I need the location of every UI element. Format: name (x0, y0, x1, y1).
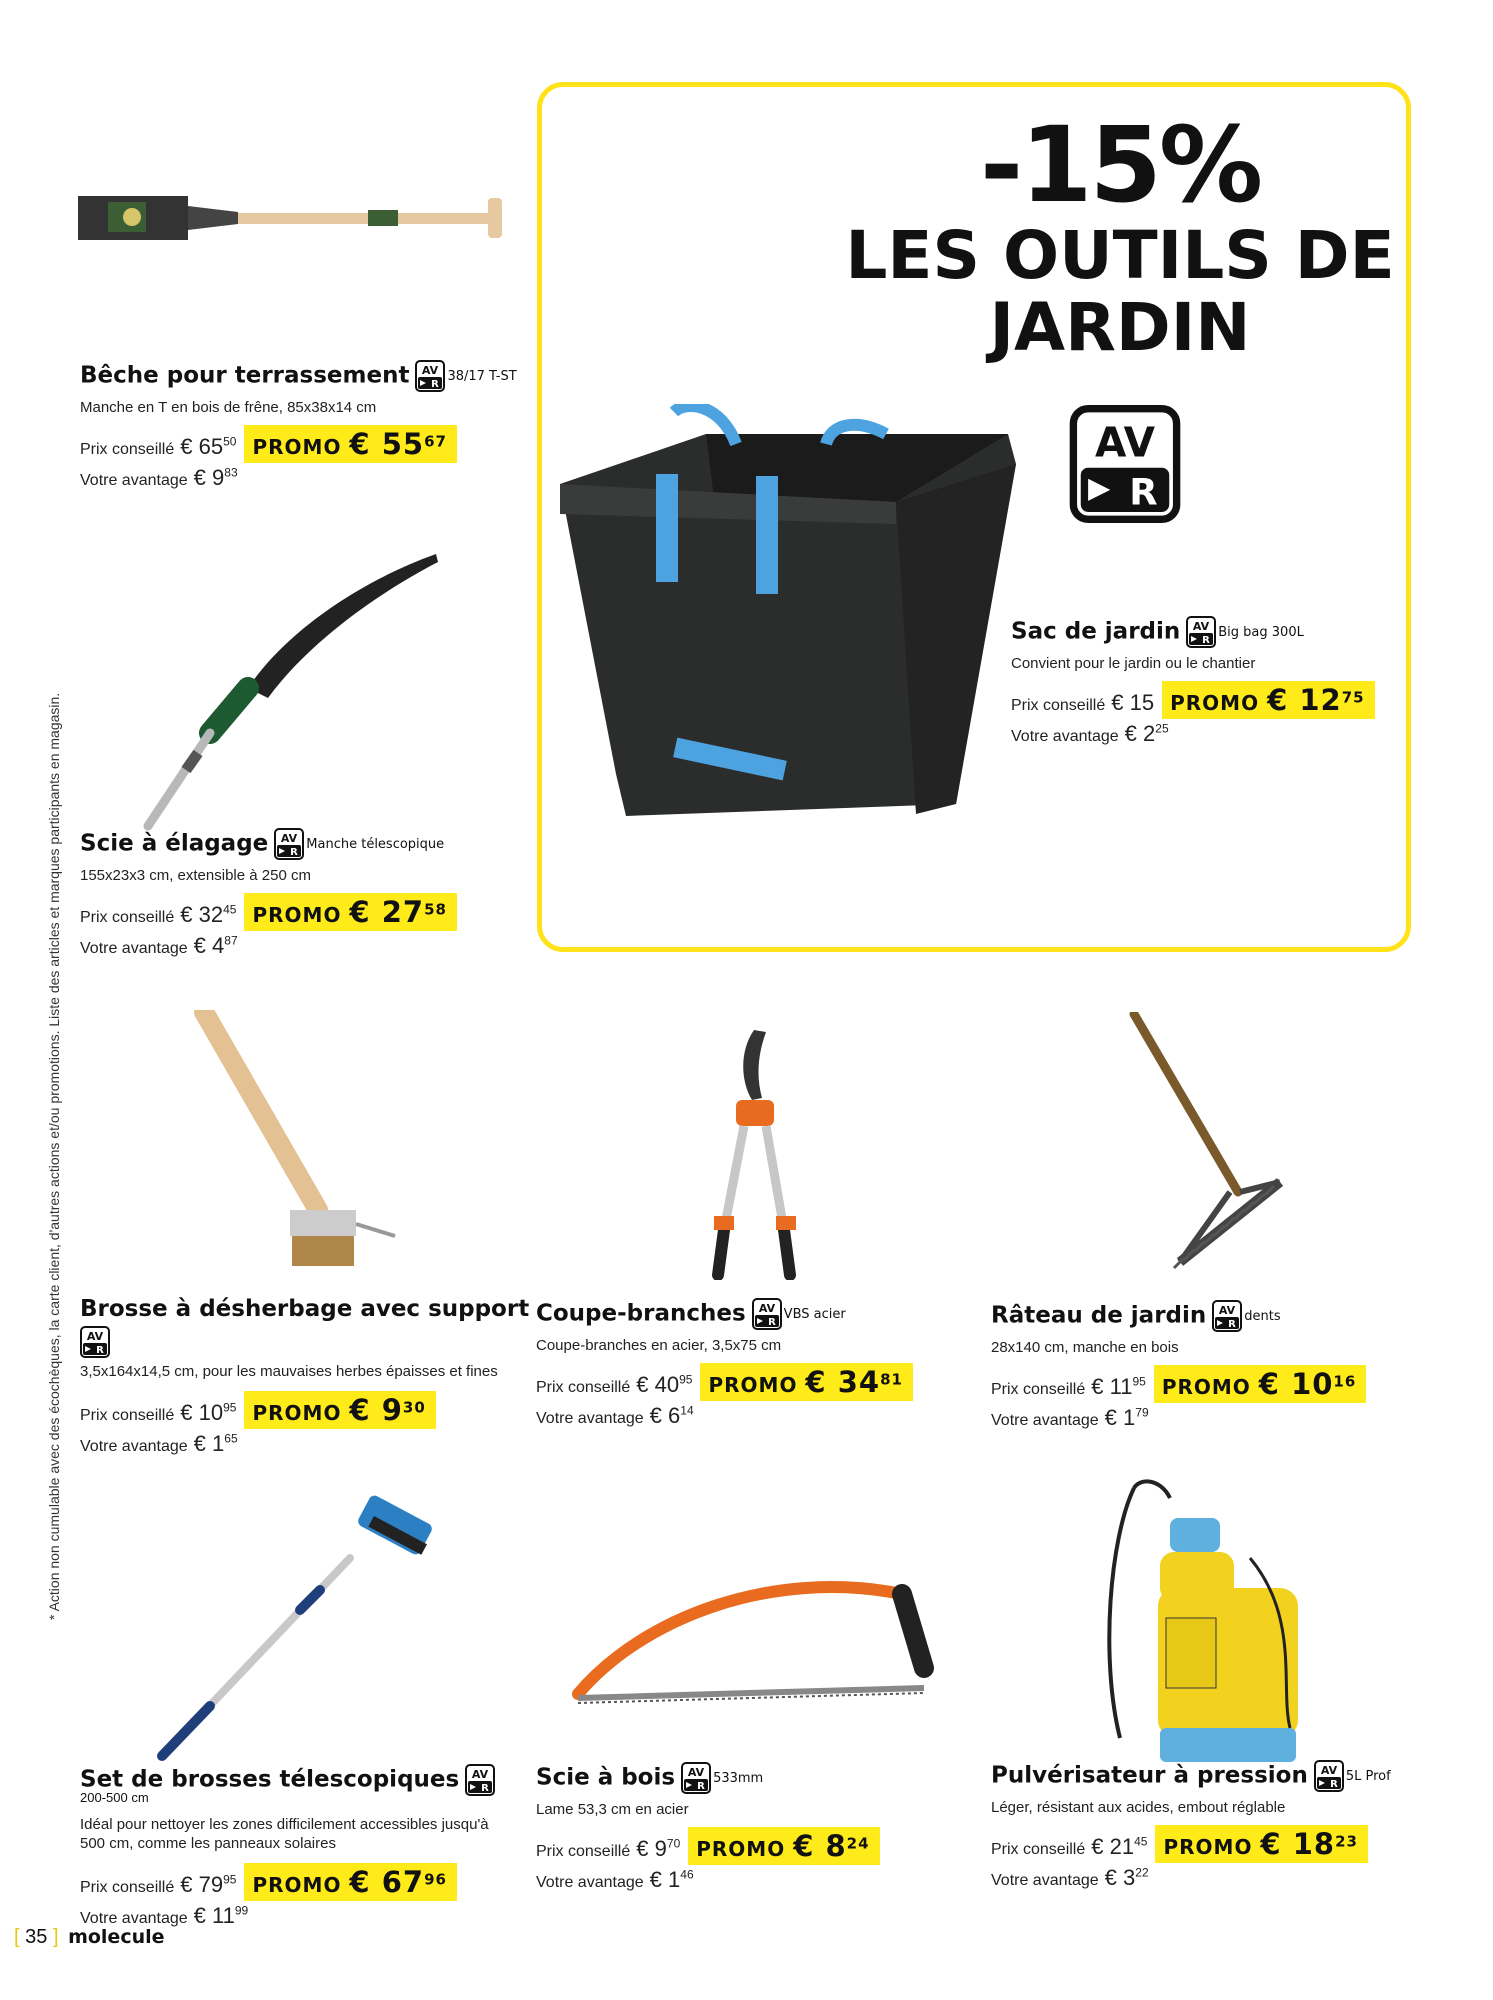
prix-value: € $65^{50}$ (180, 434, 237, 459)
product-model: Big bag 300L (1218, 624, 1304, 640)
prix-value: € $9^{70}$ (636, 1836, 681, 1861)
prix-label: Prix conseillé (991, 1381, 1086, 1398)
product-desc: Convient pour le jardin ou le chantier (1011, 655, 1256, 672)
avr-logo-large (1066, 405, 1184, 523)
product-title (536, 1762, 880, 1794)
prix-label: Prix conseillé (80, 1407, 175, 1424)
avr-logo-icon (1314, 1760, 1344, 1792)
avr-logo-icon (1212, 1300, 1242, 1332)
prix-value: € $10^{95}$ (180, 1400, 237, 1425)
price-row (80, 425, 517, 463)
prix-label: Prix conseillé (80, 909, 175, 926)
legal-note: * Action non cumulable avec des écochèques, la carte client, d'autres actions et/ou promotions. Liste des articles et marques participants en magasin. (46, 692, 62, 1620)
promo-badge: PROMO € $55^{67}$ (244, 425, 456, 463)
avantage-value: € $1^{65}$ (193, 1431, 238, 1456)
avantage-value: € $1^{46}$ (649, 1867, 694, 1892)
product-model: 38/17 T-ST (447, 368, 517, 384)
prix-value: € $32^{45}$ (180, 902, 237, 927)
product-model: 533mm (713, 1770, 764, 1786)
avantage-row (991, 1865, 1391, 1891)
bow-saw-image (572, 1578, 944, 1718)
product-name: Râteau de jardin (991, 1302, 1207, 1329)
avr-logo-icon (274, 828, 304, 860)
avantage-value: € $3^{22}$ (1104, 1865, 1149, 1890)
product-title (1011, 616, 1375, 648)
product-name: Pulvérisateur à pression (991, 1762, 1308, 1789)
product-coupe (536, 1298, 913, 1429)
garden-bag-image (556, 404, 1026, 834)
promo-badge: PROMO € $67^{96}$ (244, 1863, 456, 1901)
product-desc: Manche en T en bois de frêne, 85x38x14 cm (80, 399, 377, 416)
product-desc: Léger, résistant aux acides, embout réglable (991, 1799, 1286, 1816)
prix-value: € 15 (1111, 690, 1155, 715)
prix-label: Prix conseillé (536, 1843, 631, 1860)
avantage-label: Votre avantage (991, 1412, 1099, 1429)
page-number: 35 (25, 1926, 48, 1948)
product-title (80, 828, 457, 860)
avantage-row (80, 465, 517, 491)
product-desc: 3,5x164x14,5 cm, pour les mauvaises herbes épaisses et fines (80, 1363, 498, 1380)
product-brosse (80, 1296, 530, 1457)
avr-logo-icon (465, 1764, 495, 1796)
price-row (1011, 681, 1375, 719)
product-desc: Idéal pour nettoyer les zones difficilement accessibles jusqu'à 500 cm, comme les panneaux solaires (80, 1816, 489, 1852)
avantage-label: Votre avantage (1011, 728, 1119, 745)
avr-logo-icon (1186, 616, 1216, 648)
product-model: dents (1244, 1308, 1281, 1324)
loppers-image (700, 1020, 810, 1280)
product-brosses-tele (80, 1764, 510, 1929)
product-name: Coupe-branches (536, 1300, 746, 1327)
price-row (991, 1365, 1366, 1403)
avantage-label: Votre avantage (536, 1410, 644, 1427)
product-desc: Lame 53,3 cm en acier (536, 1801, 689, 1818)
product-beche (80, 360, 517, 491)
promo-badge: PROMO € $12^{75}$ (1162, 681, 1374, 719)
price-row (536, 1363, 913, 1401)
price-row (991, 1825, 1391, 1863)
avantage-row (536, 1867, 880, 1893)
avr-logo-icon (752, 1298, 782, 1330)
avantage-row (536, 1403, 913, 1429)
avantage-label: Votre avantage (80, 1910, 188, 1927)
promo-badge: PROMO € $18^{23}$ (1155, 1825, 1367, 1863)
prix-value: € $79^{95}$ (180, 1872, 237, 1897)
avantage-label: Votre avantage (80, 472, 188, 489)
avantage-value: € $4^{87}$ (193, 933, 238, 958)
spade-image (78, 190, 510, 248)
product-name: Sac de jardin (1011, 618, 1181, 645)
promo-badge: PROMO € $27^{58}$ (244, 893, 456, 931)
pruning-saw-image (138, 548, 448, 838)
brand-logo: molecule (68, 1926, 165, 1948)
product-model: 200-500 cm (80, 1790, 149, 1805)
product-name: Set de brosses télescopiques (80, 1766, 460, 1793)
product-title (80, 360, 517, 392)
avantage-value: € $1^{79}$ (1104, 1405, 1149, 1430)
prix-label: Prix conseillé (80, 1879, 175, 1896)
promo-badge: PROMO € $8^{24}$ (688, 1827, 879, 1865)
avantage-value: € $9^{83}$ (193, 465, 238, 490)
avr-logo-icon (681, 1762, 711, 1794)
price-row (536, 1827, 880, 1865)
avantage-label: Votre avantage (80, 1438, 188, 1455)
product-name: Scie à élagage (80, 830, 269, 857)
avantage-row (80, 1431, 500, 1457)
promo-badge: PROMO € $10^{16}$ (1154, 1365, 1366, 1403)
avantage-label: Votre avantage (80, 940, 188, 957)
avr-logo-icon (80, 1326, 110, 1358)
prix-value: € $11^{95}$ (1091, 1374, 1146, 1399)
prix-label: Prix conseillé (80, 441, 175, 458)
price-row (80, 1863, 510, 1901)
sprayer-image (1100, 1478, 1300, 1778)
promo-badge: PROMO € $34^{81}$ (700, 1363, 912, 1401)
price-row (80, 1391, 500, 1429)
avantage-label: Votre avantage (536, 1874, 644, 1891)
avantage-row (991, 1405, 1366, 1431)
avr-logo-icon (415, 360, 445, 392)
avantage-value: € $6^{14}$ (649, 1403, 694, 1428)
avantage-value: € $11^{99}$ (193, 1903, 249, 1928)
product-title (80, 1296, 530, 1322)
avantage-row (1011, 721, 1375, 747)
product-pulverisateur (991, 1760, 1391, 1891)
product-name: Scie à bois (536, 1764, 676, 1791)
product-scie-bois (536, 1762, 880, 1893)
avantage-value: € $2^{25}$ (1124, 721, 1169, 746)
headline-block (830, 104, 1410, 366)
product-name: Brosse à désherbage avec support (80, 1296, 530, 1322)
product-scie-elagage (80, 828, 457, 959)
product-sac (1011, 616, 1375, 747)
product-model: VBS acier (783, 1306, 846, 1322)
prix-value: € $40^{95}$ (636, 1372, 693, 1397)
product-desc: Coupe-branches en acier, 3,5x75 cm (536, 1337, 782, 1354)
product-title (991, 1300, 1366, 1332)
avantage-label: Votre avantage (991, 1872, 1099, 1889)
product-name: Bêche pour terrassement (80, 362, 410, 389)
prix-label: Prix conseillé (991, 1841, 1086, 1858)
promo-badge: PROMO € $9^{30}$ (244, 1391, 435, 1429)
product-desc: 28x140 cm, manche en bois (991, 1339, 1179, 1356)
prix-value: € $21^{45}$ (1091, 1834, 1148, 1859)
rake-image (1120, 1012, 1320, 1282)
page-footer: [ 35 ] molecule (14, 1926, 165, 1948)
price-row (80, 893, 457, 931)
weeding-brush-image (190, 1010, 400, 1280)
prix-label: Prix conseillé (1011, 697, 1106, 714)
product-rateau (991, 1300, 1366, 1431)
headline-percent: -15% (979, 104, 1261, 226)
product-desc: 155x23x3 cm, extensible à 250 cm (80, 867, 311, 884)
telescopic-brush-image (150, 1488, 450, 1768)
headline-line2: JARDIN (989, 289, 1251, 366)
product-model: 5L Prof (1345, 1768, 1391, 1784)
product-title (536, 1298, 913, 1330)
prix-label: Prix conseillé (536, 1379, 631, 1396)
avantage-row (80, 933, 457, 959)
product-model: Manche télescopique (306, 836, 445, 852)
product-title (991, 1760, 1391, 1792)
headline-line1: LES OUTILS DE (845, 217, 1395, 294)
